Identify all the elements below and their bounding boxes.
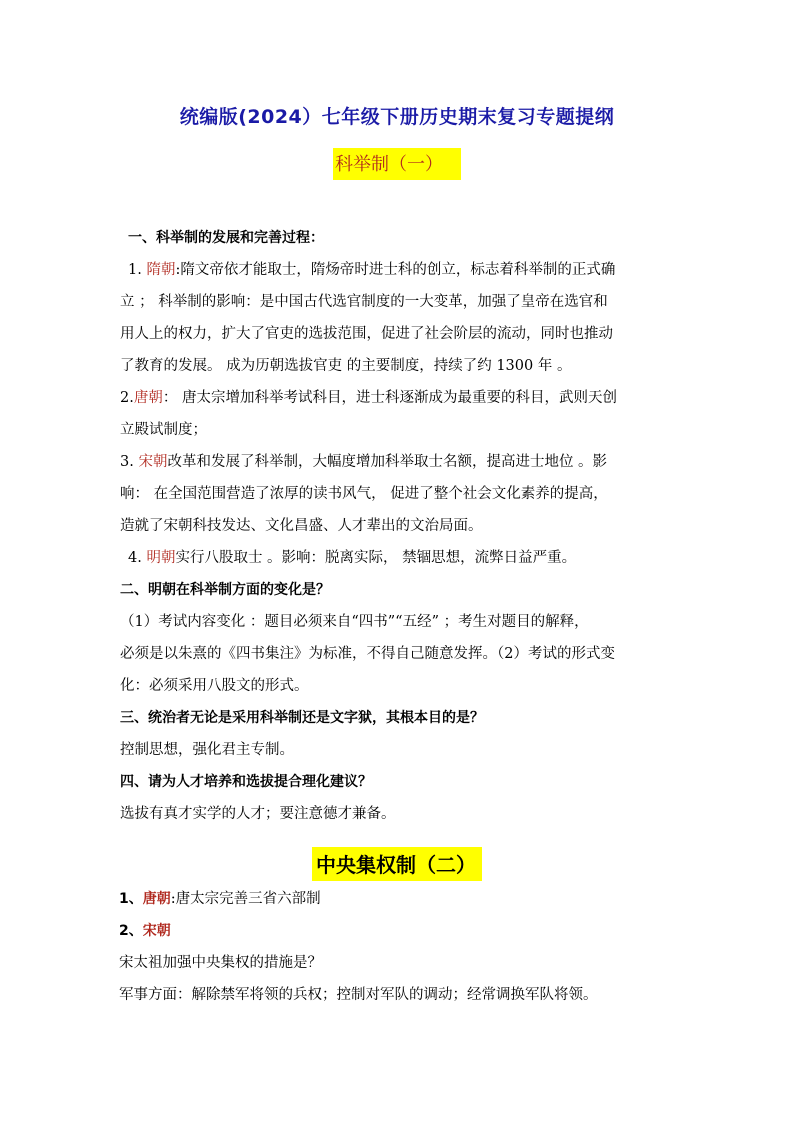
- q1-p3-line2: 响： 在全国范围营造了浓厚的读书风气， 促进了整个社会文化素养的提高，: [120, 486, 608, 502]
- s2-question: 宋太祖加强中央集权的措施是？: [119, 955, 322, 971]
- dynasty-sui: 隋朝: [146, 262, 176, 278]
- q1-p3-num: 3.: [120, 454, 134, 470]
- dynasty-ming: 明朝: [146, 550, 176, 566]
- section1-header: [0, 148, 794, 180]
- q1-p3-line3: 造就了宋朝科技发达、文化昌盛、人才辈出的文治局面。: [120, 518, 483, 534]
- q1-p1-num: 1.: [128, 262, 142, 278]
- section1-title: 科举制（一）: [333, 148, 461, 180]
- q1-p2-line2: 立殿试制度；: [120, 422, 207, 438]
- q1-p2-num: 2.: [120, 390, 134, 406]
- s2-item1-num: 1、: [119, 891, 143, 907]
- q2-heading: 二、明朝在科举制方面的变化是？: [120, 582, 330, 598]
- section2-header: [0, 847, 794, 881]
- q1-p3-text1: 改革和发展了科举制，大幅度增加科举取士名额，提高进士地位 。影: [167, 454, 608, 470]
- q1-p1-line3: 用人上的权力，扩大了官吏的选拔范围，促进了社会阶层的流动，同时也推动: [120, 326, 613, 342]
- q2-line3: 化：必须采用八股文的形式。: [120, 678, 309, 694]
- q1-p2-text1: ： 唐太宗增加科举考试科目，进士科逐渐成为最重要的科目，武则天创: [162, 390, 617, 406]
- q2-line2: 必须是以朱熹的《四书集注》为标准，不得自己随意发挥。（2）考试的形式变: [120, 646, 615, 662]
- s2-dynasty-song: 宋朝: [142, 923, 171, 939]
- s2-item1-text: :唐太宗完善三省六部制: [170, 891, 321, 907]
- s2-item1: [119, 883, 679, 915]
- q1-p2-line1: [120, 382, 680, 414]
- q1-p1-line4: 了教育的发展。 成为历朝选拔官吏 的主要制度，持续了约 1300 年 。: [120, 358, 572, 374]
- dynasty-tang: 唐朝: [133, 390, 163, 406]
- q3-answer: 控制思想，强化君主专制。: [120, 742, 294, 758]
- dynasty-song: 宋朝: [138, 454, 168, 470]
- q4-heading: 四、请为人才培养和选拔提合理化建议？: [120, 774, 372, 790]
- q4-answer: 选拔有真才实学的人才；要注意德才兼备。: [120, 806, 396, 822]
- q3-heading: 三、统治者无论是采用科举制还是文字狱，其根本目的是？: [120, 710, 484, 726]
- s2-answer: 军事方面：解除禁军将领的兵权；控制对军队的调动；经常调换军队将领。: [119, 987, 598, 1003]
- s2-dynasty-tang: 唐朝: [142, 891, 171, 907]
- q1-p3-line1: [120, 446, 680, 478]
- q1-p4-line1: [120, 542, 680, 574]
- s2-item2-num: 2、: [119, 923, 143, 939]
- document-title: 统编版(2024）七年级下册历史期末复习专题提纲: [179, 106, 615, 128]
- q1-p1-text1: :隋文帝依才能取士，隋炀帝时进士科的创立，标志着科举制的正式确: [175, 262, 616, 278]
- q1-p1-line1: [120, 254, 680, 286]
- q1-p1-line2: 立 ； 科举制的影响：是中国古代选官制度的一大变革，加强了皇帝在选官和: [120, 294, 608, 310]
- section1-body: [120, 222, 680, 830]
- s2-item2: [119, 915, 679, 947]
- q1-p4-text1: 实行八股取士 。影响：脱离实际， 禁锢思想，流弊日益严重。: [175, 550, 577, 566]
- q1-heading: 一、科举制的发展和完善过程：: [128, 230, 324, 246]
- section2-title: 中央集权制（二）: [312, 847, 482, 881]
- q1-p4-num: 4.: [128, 550, 142, 566]
- q2-line1: （1）考试内容变化 ：题目必须来自“四书”“五经” ；考生对题目的解释，: [120, 614, 589, 630]
- section2-body: [119, 883, 679, 1011]
